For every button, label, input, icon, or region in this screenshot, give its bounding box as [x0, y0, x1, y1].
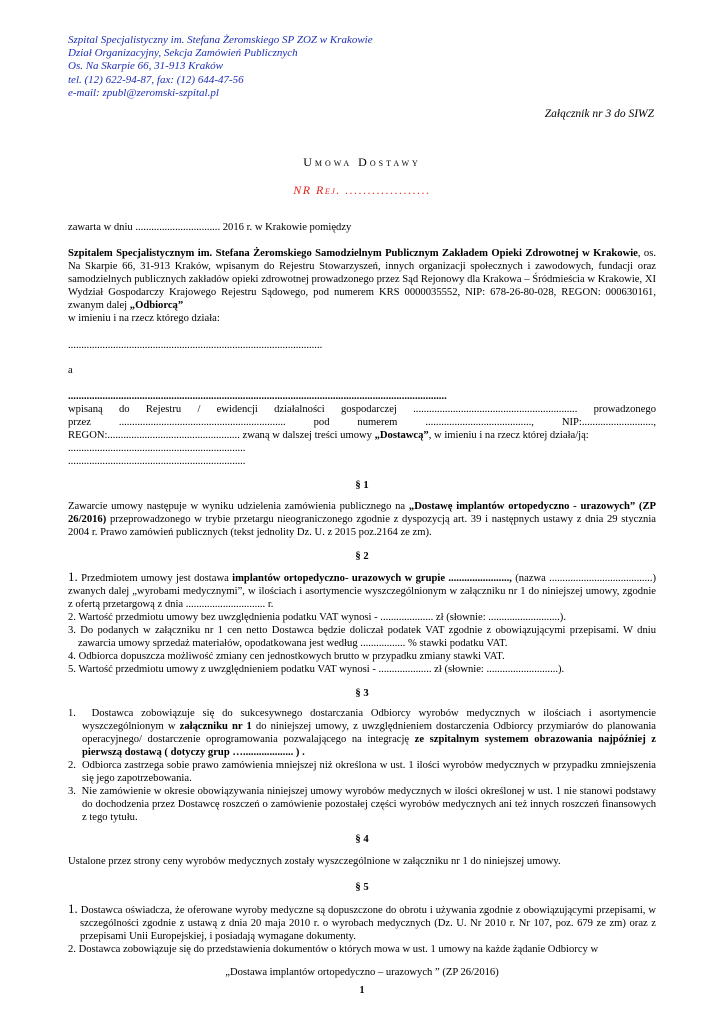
header-line: Os. Na Skarpie 66, 31-913 Kraków: [68, 60, 223, 73]
regon-text: REGON:.................................................. zwaną w dalszej treści umowy: [68, 430, 375, 441]
party-one-details: , os. Na Skarpie 66, 31-913 Kraków, wpisanym do Rejestru Stowarzyszeń, innych organizacji społecznych i zawodowych, fundacji oraz samodzielnych publicznych zakładów opieki zdrowotnej prowadzonego przez Sąd Rejonowy dla Krakowa – Śródmieścia w Krakowie, XI Wydział Gospodarczy Krajowego Rejestru Sądowego, pod numerem KRS 0000035552, NIP: 678-26-80-028, REGON: 000630161, zwanym dalej: [68, 248, 656, 311]
document-title-text: Umowa Dostawy: [303, 155, 421, 169]
page-number: 1: [359, 985, 365, 996]
section-1-text-a: Zawarcie umowy następuje w wyniku udzielenia zamówienia publicznego na: [68, 501, 409, 512]
section-3-item-1-text-a: Dostawca zobowiązuje się do sukcesywnego dostarczania Odbiorcy wyrobów medycznych w ilościach i asortymencie wyszczególnionym w: [82, 708, 656, 732]
section-3-list: [68, 707, 656, 824]
section-5-item-2: 2. Dostawca zobowiązuje się do przedstawienia dokumentów o których mowa w ust. 1 umowy na każde żądanie Odbiorcy w: [68, 944, 599, 955]
section-3-item-1-text-b: do niniejszej umowy, z uwzględnieniem dostarczenia Odbiorcy przymiarów do planowania operacyjnego/ dostarczenie oprogramowania pozwalającego na integrację: [82, 721, 657, 745]
section-3-heading: § 3: [355, 688, 369, 699]
section-1-text: [68, 500, 656, 539]
section-4-heading: § 4: [355, 834, 369, 845]
header-line: e-mail: zpubl@zeromski-szpital.pl: [68, 86, 219, 99]
section-3-item-1-annex: załączniku nr 1: [179, 721, 252, 732]
registration-number: [0, 183, 724, 198]
section-2-list: [68, 570, 656, 676]
section-1-subject: „Dostawę implantów ortopedyczno - urazowych” (ZP 26/2016): [68, 501, 656, 525]
section-2-item-3: 3. Do podanych w załączniku nr 1 cen netto Dostawca będzie doliczał podatek VAT zgodnie z obowiązującymi przepisami. W dniu zawarcia umowy sprzedaż materiałów, opodatkowana jest według ................. % stawki podatku VAT.: [68, 625, 656, 649]
representative-line-3: ...................................................................: [68, 456, 246, 467]
section-2-item-1-subject: implantów ortopedyczno- urazowych w grupie .......................,: [232, 573, 512, 584]
section-2-item-1: [68, 570, 656, 611]
hospital-header: [68, 34, 373, 100]
header-line: Szpital Specjalistyczny im. Stefana Żeromskiego SP ZOZ w Krakowie: [68, 34, 373, 46]
section-2-heading: § 2: [355, 551, 369, 562]
party-one-behalf: w imieniu i na rzecz którego działa:: [68, 313, 220, 324]
section-2-item-1-text-a: Przedmiotem umowy jest dostawa: [77, 573, 233, 584]
footer-title: „Dostawa implantów ortopedyczno – urazowych ” (ZP 26/2016): [225, 967, 499, 978]
section-5-list: [68, 902, 656, 956]
document-title: [0, 155, 724, 170]
annex-label: Załącznik nr 3 do SIWZ: [544, 108, 654, 120]
registry-line-3: [68, 429, 656, 442]
representative-line-2: ...................................................................: [68, 443, 246, 454]
registry-line-2: przez ............................................................... pod numerem ........................................, NIP:...........................,: [68, 417, 656, 428]
section-3-item-1: 1. Dostawca zobowiązuje się do sukcesywnego dostarczania Odbiorcy wyrobów medycznych w ilościach i asortymencie wyszczególnionym w załączniku nr 1 do niniejszej umowy, z uwzględnieniem dostarczenia Odbiorcy przymiarów do planowania operacyjnego/ dostarczenie oprogramowania pozwalającego na integrację ze szpitalnym systemem obrazowania najpóźniej z pierwszą dostawą ( dotyczy grup …................... ) .: [68, 708, 657, 758]
party-two-name-line: ...............................................................................................................................................: [68, 391, 447, 402]
representative-line-1: ................................................................................................: [68, 340, 323, 351]
section-1-text-b: przeprowadzonego w trybie przetargu nieograniczonego zgodnie z dyspozycją art. 39 i następnych ustawy z dnia 29 stycznia 2004 r. Prawo zamówień publicznych (tekst jednolity Dz. U. z 2015 poz.2164 ze zm).: [68, 514, 656, 538]
section-3-item-2: 2. Odbiorca zastrzega sobie prawo zamówienia mniejszej niż określona w ust. 1 ilości wyrobów medycznych w przypadku zmniejszenia się jego zapotrzebowania.: [68, 760, 656, 784]
registration-number-text: NR Rej. ...................: [293, 183, 431, 197]
section-1-heading: § 1: [355, 480, 369, 491]
party-two-registry: [68, 403, 656, 468]
registry-line-1: wpisaną do Rejestru / ewidencji działalności gospodarczej .............................................................. prowadzonego: [68, 404, 656, 415]
section-3-item-2-text: Odbiorca zastrzega sobie prawo zamówienia mniejszej niż określona w ust. 1 ilości wyrobów medycznych w przypadku zmniejszenia się jego zapotrzebowania.: [82, 760, 656, 784]
section-5-item-1-text: Dostawca oświadcza, że oferowane wyroby medyczne są dopuszczone do obrotu i używania zgodnie z obowiązującymi przepisami, w szczególności zgodnie z ustawą z dnia 20 maja 2010 r. o wyrobach medycznych (Dz. U. Nr 2010 r. Nr 107, poz. 679 ze zm) oraz z przepisami Unii Europejskiej, i posiadają wymagane dokumenty.: [80, 905, 657, 942]
concluded-date: zawarta w dniu ................................ 2016 r. w Krakowie pomiędzy: [68, 222, 352, 233]
party-two-alias: „Dostawcą”: [374, 430, 429, 441]
section-2-item-1-number: 1.: [68, 569, 78, 584]
section-5-item-1: 1. Dostawca oświadcza, że oferowane wyroby medyczne są dopuszczone do obrotu i używania zgodnie z obowiązującymi przepisami, w szczególności zgodnie z ustawą z dnia 20 maja 2010 r. o wyrobach medycznych (Dz. U. Nr 2010 r. Nr 107, poz. 679 ze zm) oraz z przepisami Unii Europejskiej, i posiadają wymagane dokumenty.: [68, 901, 657, 942]
section-3-item-3-text: Nie zamówienie w okresie obowiązywania niniejszej umowy wyrobów medycznych w ilości określonej w ust. 1 nie stanowi podstawy do dochodzenia przez Dostawcę roszczeń o zamówienie pozostałej części wyrobów medycznych ani też innych roszczeń finansowych z tego tytułu.: [81, 786, 656, 823]
party-two-behalf: , w imieniu i na rzecz której działa/ją:: [428, 430, 589, 441]
and-word: a: [68, 365, 73, 376]
party-one-alias: „Odbiorcą”: [129, 300, 184, 311]
section-4-text: Ustalone przez strony ceny wyrobów medycznych zostały wyszczególnione w załączniku nr 1 do niniejszej umowy.: [68, 856, 561, 867]
section-2-item-5: 5. Wartość przedmiotu umowy z uwzględnieniem podatku VAT wynosi - .................... zł (słownie: ...........................).: [68, 664, 565, 675]
section-5-heading: § 5: [355, 882, 369, 893]
party-one-name: Szpitalem Specjalistycznym im. Stefana Żeromskiego Samodzielnym Publicznym Zakładem Opieki Zdrowotnej w Krakowie: [68, 248, 638, 259]
section-3-item-1-system: ze szpitalnym systemem obrazowania najpóźniej z pierwszą dostawą ( dotyczy grup …................... ) .: [82, 734, 656, 758]
section-2-item-1-text-b: (nazwa .......................................) zwanych dalej „wyrobami medycznymi”, w ilościach i asortymencie wyszczególnionym w załączniku nr 1 do niniejszej umowy, zgodnie z ofertą przetargową z dnia .............................. r.: [68, 573, 656, 610]
section-2-item-4: 4. Odbiorca dopuszcza możliwość zmiany cen jednostkowych brutto w przypadku zmiany stawki VAT.: [68, 651, 505, 662]
section-2-item-2: 2. Wartość przedmiotu umowy bez uwzględnienia podatku VAT wynosi - .................... zł (słownie: ...........................).: [68, 612, 566, 623]
header-line: tel. (12) 622-94-87, fax: (12) 644-47-56: [68, 73, 244, 86]
section-3-item-3: 3. Nie zamówienie w okresie obowiązywania niniejszej umowy wyrobów medycznych w ilości określonej w ust. 1 nie stanowi podstawy do dochodzenia przez Dostawcę roszczeń o zamówienie pozostałej części wyrobów medycznych ani też innych roszczeń finansowych z tego tytułu.: [68, 786, 656, 823]
header-line: Dział Organizacyjny, Sekcja Zamówień Publicznych: [68, 47, 298, 60]
party-one: [68, 247, 656, 325]
